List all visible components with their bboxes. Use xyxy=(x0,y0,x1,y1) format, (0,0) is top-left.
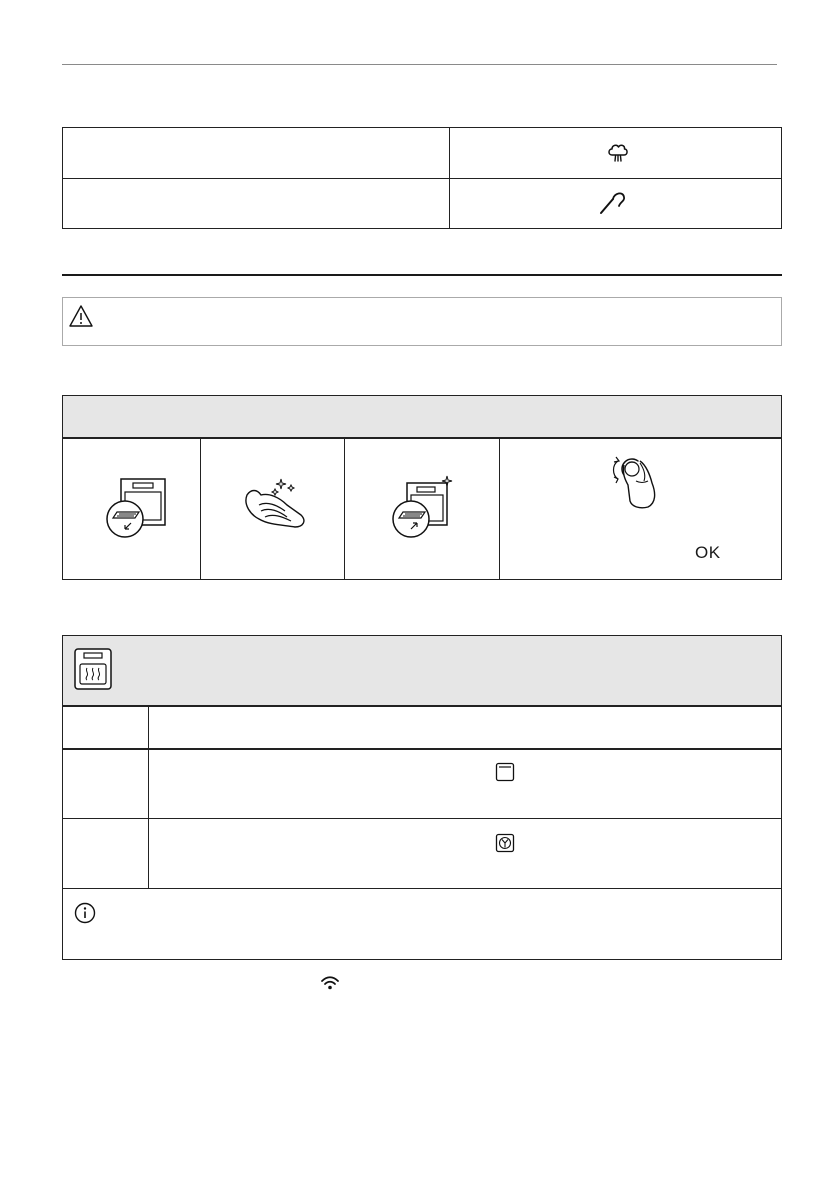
function-table-body xyxy=(62,707,782,960)
column-divider xyxy=(499,439,500,579)
turn-knob-icon xyxy=(608,451,664,517)
row-divider xyxy=(63,888,781,889)
row-divider xyxy=(63,818,781,819)
ok-label: OK xyxy=(695,543,721,562)
clean-cloth-hands-icon xyxy=(239,475,313,531)
row-divider xyxy=(63,748,781,750)
column-divider xyxy=(449,128,450,228)
table-row xyxy=(63,178,781,228)
oven-heating-icon xyxy=(74,648,112,690)
warning-triangle-icon xyxy=(68,304,94,328)
info-icon xyxy=(74,902,96,924)
oven-frame-icon xyxy=(495,762,515,782)
wifi-icon xyxy=(320,975,340,991)
first-use-steps xyxy=(62,439,782,580)
insert-accessories-icon xyxy=(389,475,455,541)
header-rule xyxy=(62,64,777,65)
column-divider xyxy=(344,439,345,579)
column-divider xyxy=(148,707,149,888)
section-rule xyxy=(62,274,782,276)
column-divider xyxy=(200,439,201,579)
function-table-header xyxy=(62,635,782,707)
remove-accessories-icon xyxy=(103,475,169,541)
food-sensor-probe-icon xyxy=(597,190,631,216)
steam-cloud-icon xyxy=(606,140,630,164)
symbols-table xyxy=(62,127,782,229)
first-use-header xyxy=(62,395,782,439)
table-row xyxy=(63,128,781,179)
fan-button-icon xyxy=(495,833,515,853)
warning-box xyxy=(62,297,782,346)
